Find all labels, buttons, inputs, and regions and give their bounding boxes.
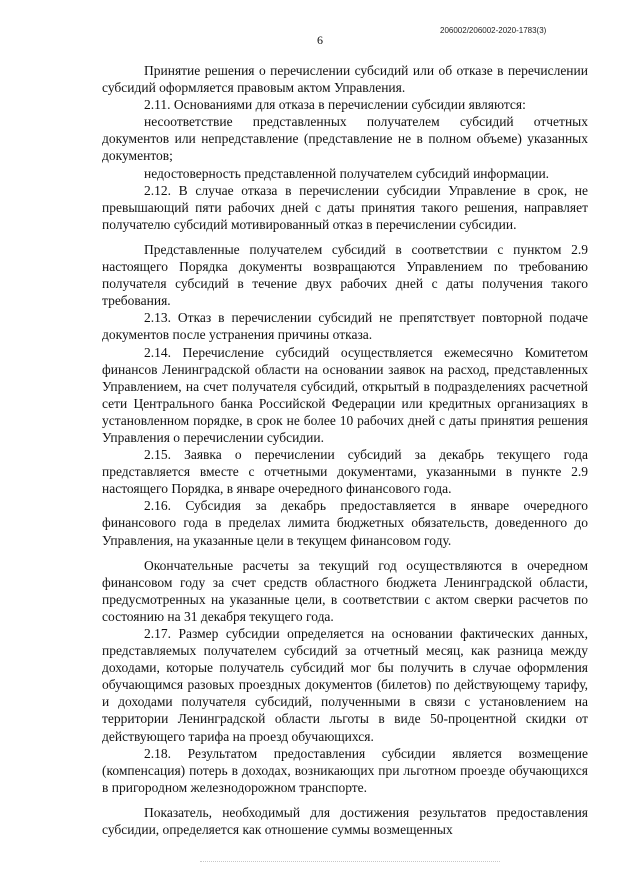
paragraph-2-17: 2.17. Размер субсидии определяется на основании фактических данных, представляемых получателем субсидий за отчетный месяц, как разница между доходами, которые получатель субсидий мог бы получить в случае оформления обучающимся разовых проездных документов (билетов) по действующему тарифу, и доходами получателя субсидий, полученными в связи с установлением на территории Ленинградской области льготы в виде 50-процентной скидки от действующего тарифа на проезд обучающихся.: [102, 626, 588, 744]
paragraph-documents-return: Представленные получателем субсидий в соответствии с пунктом 2.9 настоящего Порядка документы возвращаются Управлением по требованию получателя субсидий в течение двух рабочих дней с даты получения такого требования.: [102, 241, 588, 309]
paragraph-2-16: 2.16. Субсидия за декабрь предоставляется в январе очередного финансового года в пределах лимита бюджетных обязательств, доведенного до Управления, на указанные цели в текущем финансовом году.: [102, 498, 588, 548]
paragraph-indicator: Показатель, необходимый для достижения результатов предоставления субсидии, определяется как отношение суммы возмещенных: [102, 804, 588, 838]
page-number: 6: [317, 33, 323, 47]
paragraph-2-15: 2.15. Заявка о перечислении субсидий за декабрь текущего года представляется вместе с отчетными документами, указанными в пункте 2.9 настоящего Порядка, в январе очередного финансового года.: [102, 447, 588, 497]
paragraph-2-14: 2.14. Перечисление субсидий осуществляется ежемесячно Комитетом финансов Ленинградской области на основании заявок на расход, представленных Управлением, на счет получателя субсидий, открытый в подразделениях расчетной сети Центрального банка Российской Федерации или кредитных организациях в установленном порядке, в срок не более 10 рабочих дней с даты принятия решения Управления о перечислении субсидии.: [102, 344, 588, 445]
document-id: 206002/206002-2020-1783(3): [440, 26, 547, 35]
document-body: [102, 62, 588, 838]
scan-artifact-line: [200, 861, 500, 862]
paragraph-2-12: 2.12. В случае отказа в перечислении субсидии Управление в срок, не превышающий пяти рабочих дней с даты принятия такого решения, направляет получателю субсидий мотивированный отказ в перечислении субсидии.: [102, 182, 588, 232]
paragraph-2-18: 2.18. Результатом предоставления субсидии является возмещение (компенсация) потерь в доходах, возникающих при льготном проезде обучающихся в пригородном железнодорожном транспорте.: [102, 745, 588, 795]
paragraph-refusal-reason-2: недостоверность представленной получателем субсидий информации.: [144, 165, 550, 181]
paragraph-decision: Принятие решения о перечислении субсидий или об отказе в перечислении субсидий оформляется правовым актом Управления.: [102, 63, 588, 96]
paragraph-2-11: 2.11. Основаниями для отказа в перечислении субсидии являются:: [144, 97, 526, 113]
paragraph-refusal-reason-1: несоответствие представленных получателем субсидий отчетных документов или непредставление (представление не в полном объеме) указанных документов;: [102, 114, 588, 164]
paragraph-2-13: 2.13. Отказ в перечислении субсидий не препятствует повторной подаче документов после устранения причины отказа.: [102, 310, 588, 343]
paragraph-final-settlements: Окончательные расчеты за текущий год осуществляются в очередном финансовом году за счет средств областного бюджета Ленинградской области, предусмотренных на указанные цели, в соответствии с актом сверки расчетов по состоянию на 31 декабря текущего года.: [102, 557, 588, 624]
